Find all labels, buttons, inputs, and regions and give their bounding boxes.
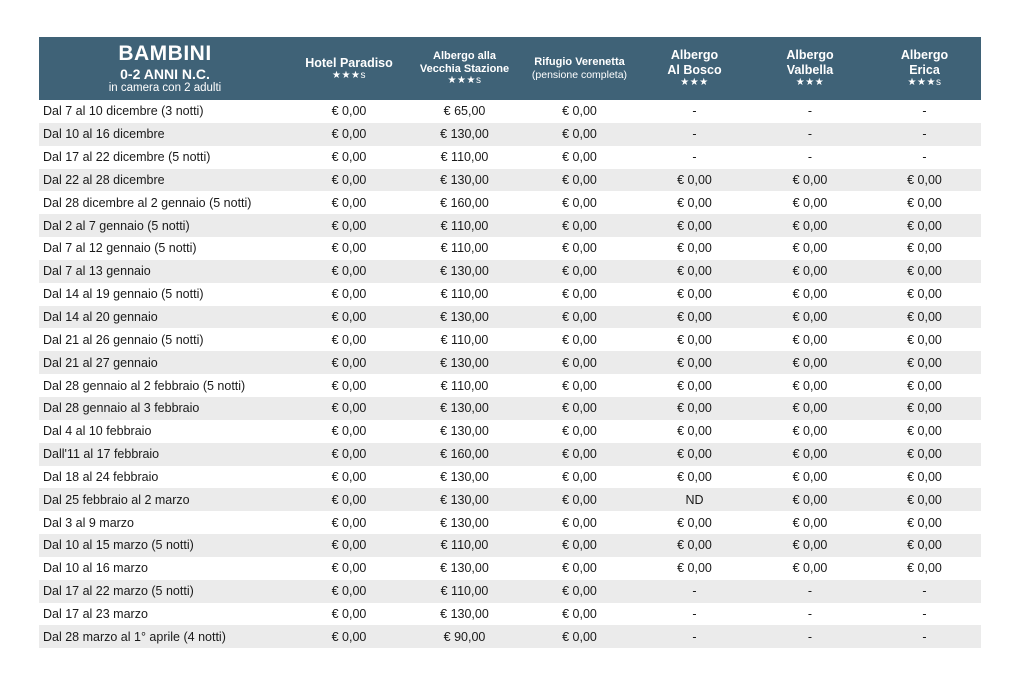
period-cell: Dall'11 al 17 febbraio (43, 447, 160, 462)
price-cell: € 0,00 (562, 104, 597, 119)
price-cell: € 0,00 (907, 378, 942, 393)
period-cell: Dal 7 al 10 dicembre (3 notti) (43, 104, 204, 119)
price-cell: - (807, 629, 813, 644)
price-cell: € 0,00 (907, 538, 942, 553)
price-cell: - (922, 104, 927, 119)
price-cell: - (922, 127, 927, 142)
price-cell: € 0,00 (907, 515, 942, 530)
price-cell: € 0,00 (792, 492, 828, 507)
price-cell: € 0,00 (331, 241, 367, 256)
price-cell: € 130,00 (440, 264, 489, 279)
price-cell: € 110,00 (440, 218, 489, 233)
price-cell: € 0,00 (907, 469, 942, 484)
price-cell: € 0,00 (907, 447, 942, 462)
price-cell: € 110,00 (440, 584, 489, 599)
price-cell: € 0,00 (331, 355, 367, 370)
price-cell: € 0,00 (792, 378, 828, 393)
price-cell: € 0,00 (562, 629, 597, 644)
table-row (39, 123, 981, 146)
hotel-name: Albergo Erica (900, 48, 949, 77)
price-cell: € 0,00 (331, 332, 367, 347)
price-cell: € 130,00 (440, 310, 489, 325)
table-header (39, 37, 981, 100)
table-row (39, 466, 981, 489)
price-cell: € 0,00 (907, 332, 942, 347)
price-cell: € 0,00 (562, 401, 597, 416)
price-cell: ND (685, 492, 704, 507)
price-cell: € 0,00 (562, 332, 597, 347)
price-cell: € 0,00 (331, 172, 367, 187)
price-cell: € 0,00 (562, 515, 597, 530)
period-cell: Dal 17 al 22 marzo (5 notti) (43, 584, 194, 599)
price-cell: € 0,00 (677, 332, 712, 347)
price-cell: € 0,00 (562, 561, 597, 576)
price-cell: € 130,00 (440, 424, 489, 439)
table-row (39, 625, 981, 648)
price-table (39, 37, 981, 648)
price-cell: € 0,00 (677, 287, 712, 302)
price-cell: € 0,00 (562, 218, 597, 233)
price-cell: € 0,00 (562, 310, 597, 325)
price-cell: € 0,00 (792, 332, 828, 347)
price-cell: € 0,00 (792, 241, 828, 256)
period-cell: Dal 14 al 19 gennaio (5 notti) (43, 287, 204, 302)
price-cell: € 0,00 (677, 172, 712, 187)
period-cell: Dal 7 al 13 gennaio (43, 264, 151, 279)
period-cell: Dal 28 gennaio al 3 febbraio (43, 401, 200, 416)
price-cell: € 130,00 (440, 606, 489, 621)
price-cell: € 0,00 (331, 606, 367, 621)
price-cell: € 90,00 (443, 629, 486, 644)
price-cell: € 0,00 (331, 127, 367, 142)
price-cell: € 0,00 (562, 195, 597, 210)
table-row (39, 146, 981, 169)
price-cell: € 0,00 (907, 355, 942, 370)
price-cell: € 0,00 (562, 127, 597, 142)
price-cell: € 0,00 (677, 241, 712, 256)
price-cell: - (807, 150, 813, 165)
period-cell: Dal 28 dicembre al 2 gennaio (5 notti) (43, 195, 252, 210)
price-cell: € 130,00 (440, 172, 489, 187)
table-row (39, 328, 981, 351)
price-cell: € 0,00 (562, 492, 597, 507)
price-cell: € 0,00 (792, 287, 828, 302)
price-cell: € 0,00 (562, 424, 597, 439)
header-category-cell (39, 37, 291, 100)
period-cell: Dal 3 al 9 marzo (43, 515, 135, 530)
table-row (39, 534, 981, 557)
price-cell: € 0,00 (792, 401, 828, 416)
price-cell: € 0,00 (677, 195, 712, 210)
period-cell: Dal 4 al 10 febbraio (43, 424, 152, 439)
price-cell: € 0,00 (331, 561, 367, 576)
category-room-note: in camera con 2 adulti (108, 82, 222, 94)
period-cell: Dal 28 marzo al 1° aprile (4 notti) (43, 629, 226, 644)
header-hotel-paradiso (291, 37, 407, 100)
price-cell: € 0,00 (792, 469, 828, 484)
period-cell: Dal 17 al 22 dicembre (5 notti) (43, 150, 211, 165)
hotel-stars: ★★★s (332, 69, 366, 81)
price-cell: € 0,00 (792, 447, 828, 462)
category-title: BAMBINI (118, 41, 212, 65)
table-body (39, 100, 981, 648)
price-cell: € 0,00 (792, 195, 828, 210)
price-cell: € 130,00 (440, 492, 489, 507)
price-cell: € 0,00 (331, 515, 367, 530)
hotel-stars: ★★★ (680, 77, 709, 89)
price-cell: € 0,00 (331, 150, 367, 165)
price-cell: - (692, 150, 697, 165)
price-cell: € 0,00 (677, 538, 712, 553)
price-cell: € 0,00 (562, 150, 597, 165)
price-cell: € 0,00 (562, 606, 597, 621)
price-cell: € 160,00 (440, 447, 489, 462)
price-cell: € 0,00 (907, 195, 942, 210)
price-cell: € 130,00 (440, 355, 489, 370)
price-cell: € 0,00 (907, 287, 942, 302)
table-row (39, 351, 981, 374)
table-row (39, 603, 981, 626)
hotel-name: Hotel Paradiso (305, 55, 393, 70)
price-cell: - (692, 127, 697, 142)
table-row (39, 511, 981, 534)
period-cell: Dal 18 al 24 febbraio (43, 469, 159, 484)
price-cell: € 0,00 (792, 264, 828, 279)
price-cell: € 0,00 (331, 310, 367, 325)
price-cell: € 0,00 (677, 561, 712, 576)
table-row (39, 306, 981, 329)
period-cell: Dal 21 al 27 gennaio (43, 355, 158, 370)
price-cell: € 0,00 (331, 264, 367, 279)
price-cell: € 0,00 (562, 264, 597, 279)
price-cell: € 0,00 (562, 447, 597, 462)
price-cell: € 0,00 (677, 401, 712, 416)
price-cell: € 110,00 (440, 332, 489, 347)
price-cell: € 0,00 (677, 355, 712, 370)
price-cell: € 0,00 (677, 447, 712, 462)
price-cell: € 0,00 (562, 378, 597, 393)
price-cell: € 0,00 (562, 469, 597, 484)
price-cell: € 0,00 (331, 104, 367, 119)
price-cell: € 0,00 (331, 492, 367, 507)
price-cell: € 0,00 (562, 241, 597, 256)
price-cell: € 0,00 (331, 378, 367, 393)
price-cell: € 0,00 (792, 355, 828, 370)
price-cell: € 0,00 (907, 218, 942, 233)
price-cell: € 0,00 (677, 310, 712, 325)
table-row (39, 260, 981, 283)
table-row (39, 100, 981, 123)
table-row (39, 191, 981, 214)
price-cell: - (807, 606, 813, 621)
price-cell: € 0,00 (331, 538, 367, 553)
price-cell: € 0,00 (792, 310, 828, 325)
price-cell: - (807, 104, 813, 119)
price-cell: € 0,00 (331, 401, 367, 416)
price-cell: - (807, 584, 813, 599)
price-cell: € 110,00 (440, 287, 489, 302)
price-cell: € 130,00 (440, 561, 489, 576)
price-cell: - (922, 584, 927, 599)
price-cell: € 0,00 (677, 264, 712, 279)
period-cell: Dal 17 al 23 marzo (43, 606, 148, 621)
price-cell: - (692, 606, 697, 621)
price-cell: € 0,00 (907, 492, 942, 507)
price-cell: € 0,00 (907, 561, 942, 576)
table-row (39, 443, 981, 466)
price-cell: € 0,00 (677, 424, 712, 439)
hotel-stars: ★★★ (795, 77, 825, 89)
table-row (39, 214, 981, 237)
period-cell: Dal 2 al 7 gennaio (5 notti) (43, 218, 190, 233)
table-row (39, 374, 981, 397)
price-cell: € 0,00 (331, 218, 367, 233)
hotel-subtitle: (pensione completa) (531, 68, 628, 81)
price-cell: € 0,00 (792, 424, 828, 439)
period-cell: Dal 21 al 26 gennaio (5 notti) (43, 332, 204, 347)
period-cell: Dal 10 al 15 marzo (5 notti) (43, 538, 194, 553)
period-cell: Dal 28 gennaio al 2 febbraio (5 notti) (43, 378, 246, 393)
period-cell: Dal 14 al 20 gennaio (43, 310, 158, 325)
header-albergo-al-bosco (637, 37, 752, 100)
price-cell: - (692, 584, 697, 599)
price-cell: € 0,00 (677, 218, 712, 233)
price-cell: - (807, 127, 813, 142)
price-cell: € 0,00 (331, 287, 367, 302)
price-cell: € 130,00 (440, 401, 489, 416)
table-row (39, 488, 981, 511)
price-cell: € 65,00 (443, 104, 486, 119)
price-cell: € 0,00 (792, 515, 828, 530)
table-row (39, 420, 981, 443)
price-cell: € 0,00 (331, 469, 367, 484)
category-age-range: 0-2 ANNI N.C. (120, 65, 210, 82)
price-cell: € 0,00 (562, 355, 597, 370)
price-cell: € 0,00 (907, 241, 942, 256)
table-row (39, 283, 981, 306)
price-cell: € 0,00 (331, 584, 367, 599)
period-cell: Dal 25 febbraio al 2 marzo (43, 492, 190, 507)
price-cell: € 0,00 (907, 310, 942, 325)
price-cell: € 0,00 (562, 584, 597, 599)
table-row (39, 397, 981, 420)
hotel-stars: ★★★s (447, 75, 482, 87)
price-cell: € 0,00 (907, 401, 942, 416)
price-cell: - (922, 606, 927, 621)
price-cell: € 0,00 (677, 378, 712, 393)
price-cell: € 0,00 (562, 172, 597, 187)
price-cell: € 0,00 (792, 218, 828, 233)
price-cell: € 0,00 (907, 424, 942, 439)
price-cell: € 0,00 (331, 424, 367, 439)
price-cell: - (692, 629, 697, 644)
price-cell: € 0,00 (562, 538, 597, 553)
price-cell: € 160,00 (440, 195, 489, 210)
hotel-name: Albergo Al Bosco (667, 48, 722, 77)
period-cell: Dal 10 al 16 dicembre (43, 127, 165, 142)
header-albergo-erica (868, 37, 981, 100)
period-cell: Dal 22 al 28 dicembre (43, 172, 165, 187)
table-row (39, 557, 981, 580)
price-cell: € 110,00 (440, 241, 489, 256)
price-cell: € 0,00 (677, 515, 712, 530)
price-cell: - (692, 104, 697, 119)
header-albergo-vecchia-stazione (407, 37, 522, 100)
price-cell: € 0,00 (331, 447, 367, 462)
price-cell: € 0,00 (792, 172, 828, 187)
header-albergo-valbella (752, 37, 868, 100)
table-row (39, 169, 981, 192)
price-cell: € 110,00 (440, 150, 489, 165)
price-cell: € 0,00 (907, 264, 942, 279)
hotel-name: Albergo alla Vecchia Stazione (419, 50, 510, 75)
price-cell: - (922, 629, 927, 644)
price-cell: € 0,00 (792, 538, 828, 553)
header-rifugio-verenetta (522, 37, 637, 100)
table-row (39, 237, 981, 260)
price-cell: € 110,00 (440, 378, 489, 393)
hotel-stars: ★★★s (907, 77, 942, 89)
price-cell: € 0,00 (677, 469, 712, 484)
price-cell: € 130,00 (440, 515, 489, 530)
price-cell: € 130,00 (440, 469, 489, 484)
price-cell: € 110,00 (440, 538, 489, 553)
price-cell: € 0,00 (907, 172, 942, 187)
period-cell: Dal 7 al 12 gennaio (5 notti) (43, 241, 197, 256)
price-cell: € 0,00 (331, 629, 367, 644)
price-cell: € 130,00 (440, 127, 489, 142)
price-cell: € 0,00 (331, 195, 367, 210)
period-cell: Dal 10 al 16 marzo (43, 561, 148, 576)
price-cell: € 0,00 (792, 561, 828, 576)
price-cell: - (922, 150, 927, 165)
table-row (39, 580, 981, 603)
hotel-name: Albergo Valbella (786, 48, 834, 77)
price-cell: € 0,00 (562, 287, 597, 302)
hotel-name: Rifugio Verenetta (534, 56, 625, 69)
